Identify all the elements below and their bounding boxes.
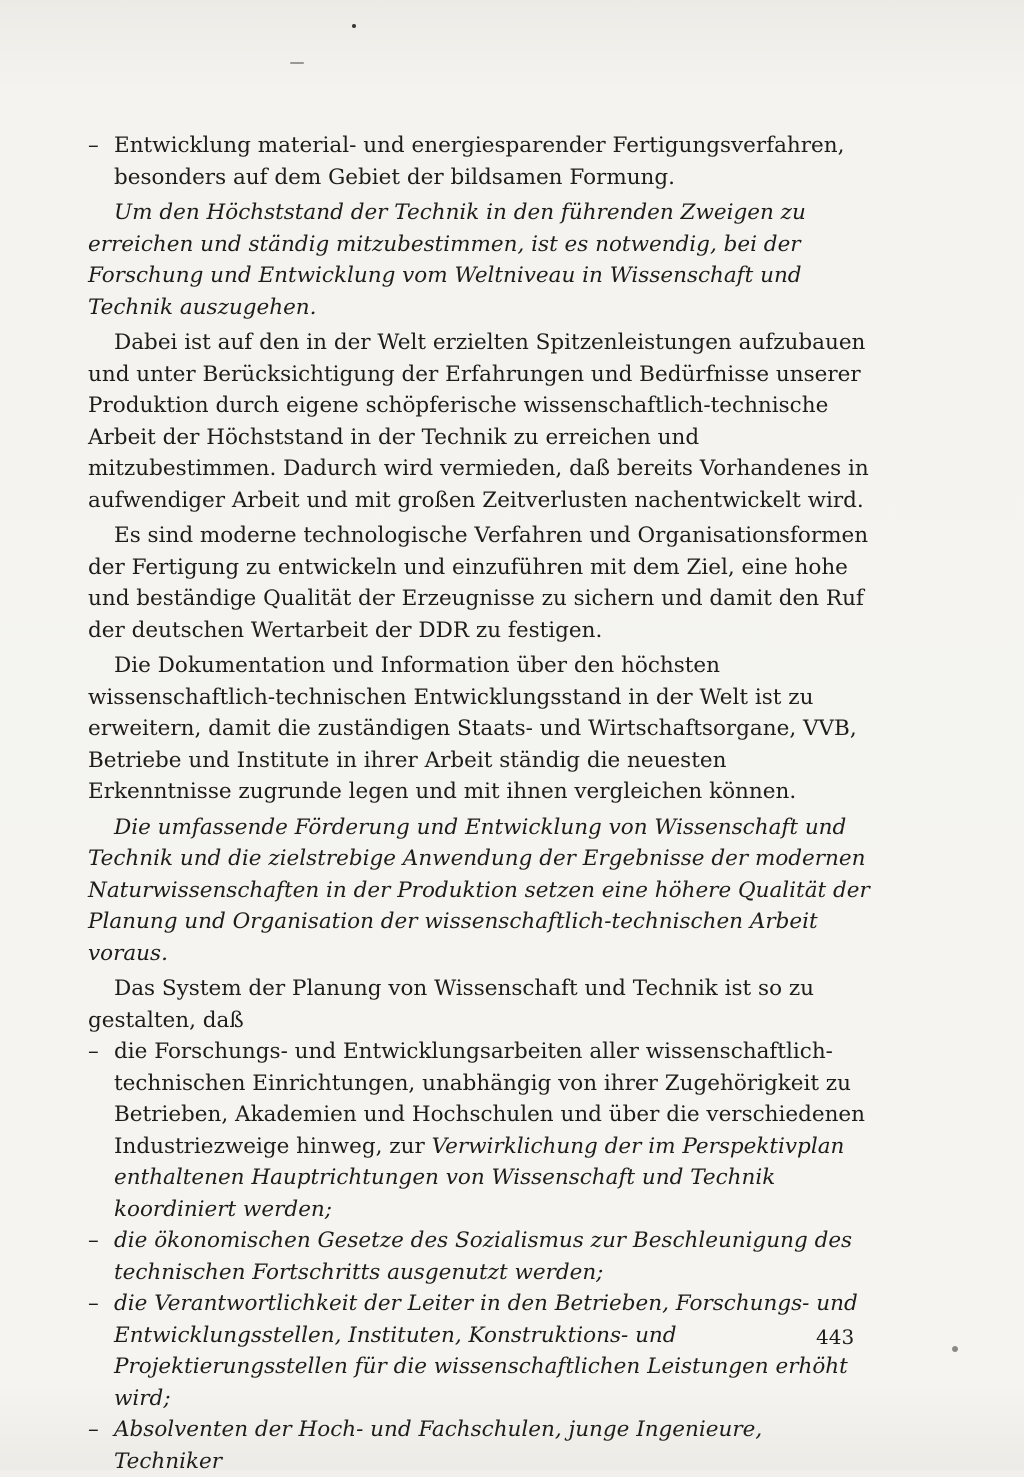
body-text: [88, 130, 870, 1477]
bullet-dash: –: [88, 1417, 99, 1442]
paragraph: [88, 197, 870, 323]
block-text: die Verantwortlichkeit der Leiter in den Betrieben, Forschungs- und Entwicklungsstellen, Instituten, Konstruktions- und Projektierungsstellen für die wissenschaftlichen Leistungen erhöht wird;: [114, 1291, 858, 1411]
paragraph: [88, 650, 870, 808]
paragraph: [88, 812, 870, 970]
block-text: Absolventen der Hoch- und Fachschulen, junge Ingenieure, Techniker: [114, 1417, 763, 1474]
bullet-dash: –: [88, 1291, 99, 1316]
bullet-dash: –: [88, 1039, 99, 1064]
paragraph: [88, 327, 870, 516]
bullet-item: [88, 1036, 870, 1225]
print-speck: [352, 24, 356, 28]
block-text: die ökonomischen Gesetze des Sozialismus zur Beschleunigung des technischen Fortschritts ausgenutzt werden;: [114, 1228, 853, 1285]
block-text: Um den Höchststand der Technik in den führenden Zweigen zu erreichen und ständig mitzubestimmen, ist es notwendig, bei der Forschung und Entwicklung vom Weltniveau in Wissenschaft und Technik auszugehen.: [88, 200, 806, 320]
block-text: Dabei ist auf den in der Welt erzielten Spitzenleistungen aufzubauen und unter Berücksichtigung der Erfahrungen und Bedürfnisse unserer Produktion durch eigene schöpferische wissenschaftlich-technische Arbeit der Höchststand in der Technik zu erreichen und mitzubestimmen. Dadurch wird vermieden, daß bereits Vorhandenes in aufwendiger Arbeit und mit großen Zeitverlusten nachentwickelt wird.: [88, 330, 869, 513]
block-text: Die umfassende Förderung und Entwicklung von Wissenschaft und Technik und die zielstrebige Anwendung der Ergebnisse der modernen Naturwissenschaften in der Produktion setzen eine höhere Qualität der Planung und Organisation der wissenschaftlich-technischen Arbeit voraus.: [88, 814, 870, 966]
bullet-item: [88, 1225, 870, 1288]
block-text: Es sind moderne technologische Verfahren und Organisationsformen der Fertigung zu entwickeln und einzuführen mit dem Ziel, eine hohe und beständige Qualität der Erzeugnisse zu sichern und damit den Ruf der deutschen Wertarbeit der DDR zu festigen.: [88, 523, 869, 643]
bullet-item: [88, 1414, 870, 1477]
bullet-dash: –: [88, 1228, 99, 1253]
bullet-dash: –: [88, 133, 99, 158]
print-speck: [952, 1346, 958, 1352]
block-text: Entwicklung material- und energiesparender Fertigungsverfahren, besonders auf dem Gebiet der bildsamen Formung.: [114, 133, 845, 190]
block-text-italic: Verwirklichung der im Perspektivplan enthaltenen Hauptrichtungen von Wissenschaft und Technik koordiniert werden;: [114, 1133, 845, 1222]
bullet-item: [88, 130, 870, 193]
paragraph: [88, 520, 870, 646]
paragraph: [88, 973, 870, 1036]
print-speck: [290, 62, 304, 64]
block-text: Das System der Planung von Wissenschaft und Technik ist so zu gestalten, daß: [88, 976, 815, 1033]
bullet-item: [88, 1288, 870, 1414]
block-text: die Forschungs- und Entwicklungsarbeiten aller wissenschaftlich-technischen Einrichtungen, unabhängig von ihrer Zugehörigkeit zu Betrieben, Akademien und Hochschulen und über die verschiedenen Industriezweige hinweg, zur: [114, 1039, 865, 1159]
page-number: 443: [816, 1325, 855, 1349]
block-text: Die Dokumentation und Information über den höchsten wissenschaftlich-technischen Entwicklungsstand in der Welt ist zu erweitern, damit die zuständigen Staats- und Wirtschaftsorgane, VVB, Betriebe und Institute in ihrer Arbeit ständig die neuesten Erkenntnisse zugrunde legen und mit ihnen vergleichen können.: [88, 653, 857, 804]
